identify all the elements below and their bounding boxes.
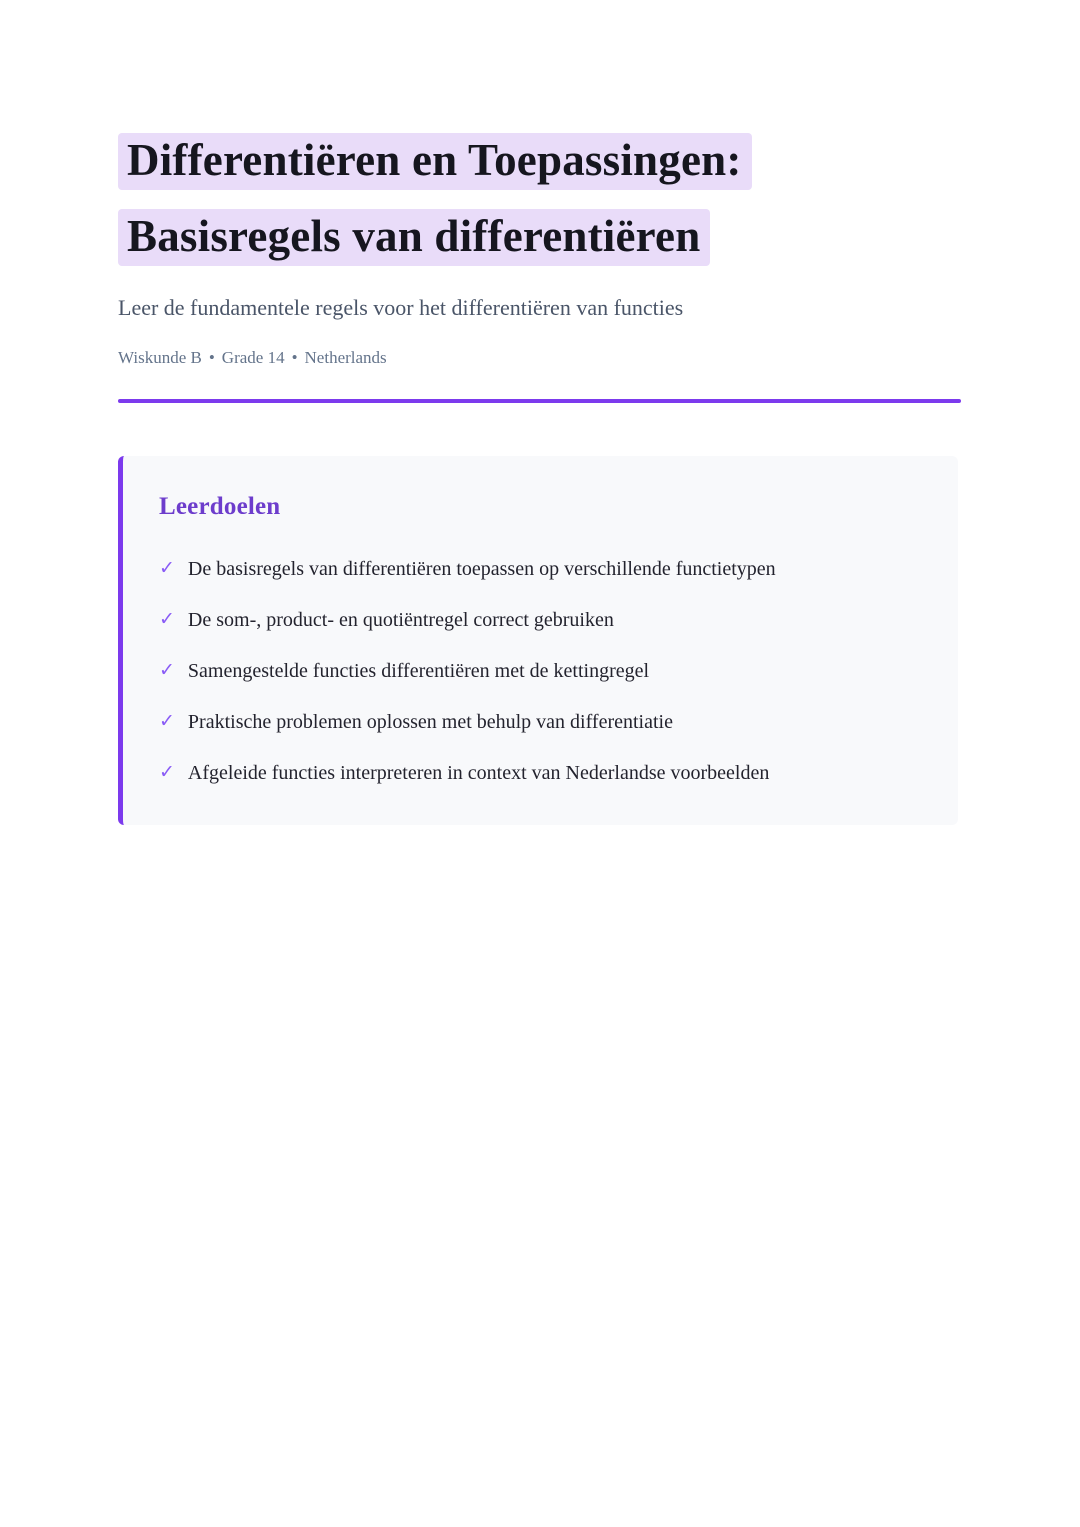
checkmark-icon: ✓ [159, 557, 175, 579]
meta-subject: Wiskunde B [118, 348, 202, 367]
objective-list [159, 557, 918, 785]
list-item [159, 608, 918, 632]
objective-text: Samengestelde functies differentiëren met de kettingregel [187, 660, 650, 682]
meta-grade: Grade 14 [221, 348, 285, 367]
meta-separator: • [208, 348, 215, 367]
objective-text: De som-, product- en quotiëntregel correct gebruiken [187, 609, 614, 631]
list-item [159, 557, 918, 581]
checkmark-icon: ✓ [159, 761, 175, 783]
page-title-line-2: Basisregels van differentiëren [118, 209, 710, 266]
card-heading: Leerdoelen [159, 493, 281, 520]
page-title [118, 133, 961, 266]
checkmark-icon: ✓ [159, 659, 175, 681]
checkmark-icon: ✓ [159, 710, 175, 732]
meta-country: Netherlands [304, 348, 387, 367]
meta-separator: • [291, 348, 298, 367]
learning-objectives-card [118, 456, 958, 825]
meta-line [118, 348, 961, 368]
page-subtitle: Leer de fundamentele regels voor het differentiëren van functies [118, 295, 684, 320]
objective-text: Praktische problemen oplossen met behulp van differentiatie [187, 711, 673, 733]
accent-divider [118, 399, 961, 403]
objective-text: De basisregels van differentiëren toepassen op verschillende functietypen [187, 558, 776, 580]
list-item [159, 659, 918, 683]
page-title-line-1: Differentiëren en Toepassingen: [118, 133, 752, 190]
checkmark-icon: ✓ [159, 608, 175, 630]
list-item [159, 710, 918, 734]
list-item [159, 761, 918, 785]
objective-text: Afgeleide functies interpreteren in context van Nederlandse voorbeelden [187, 762, 770, 784]
